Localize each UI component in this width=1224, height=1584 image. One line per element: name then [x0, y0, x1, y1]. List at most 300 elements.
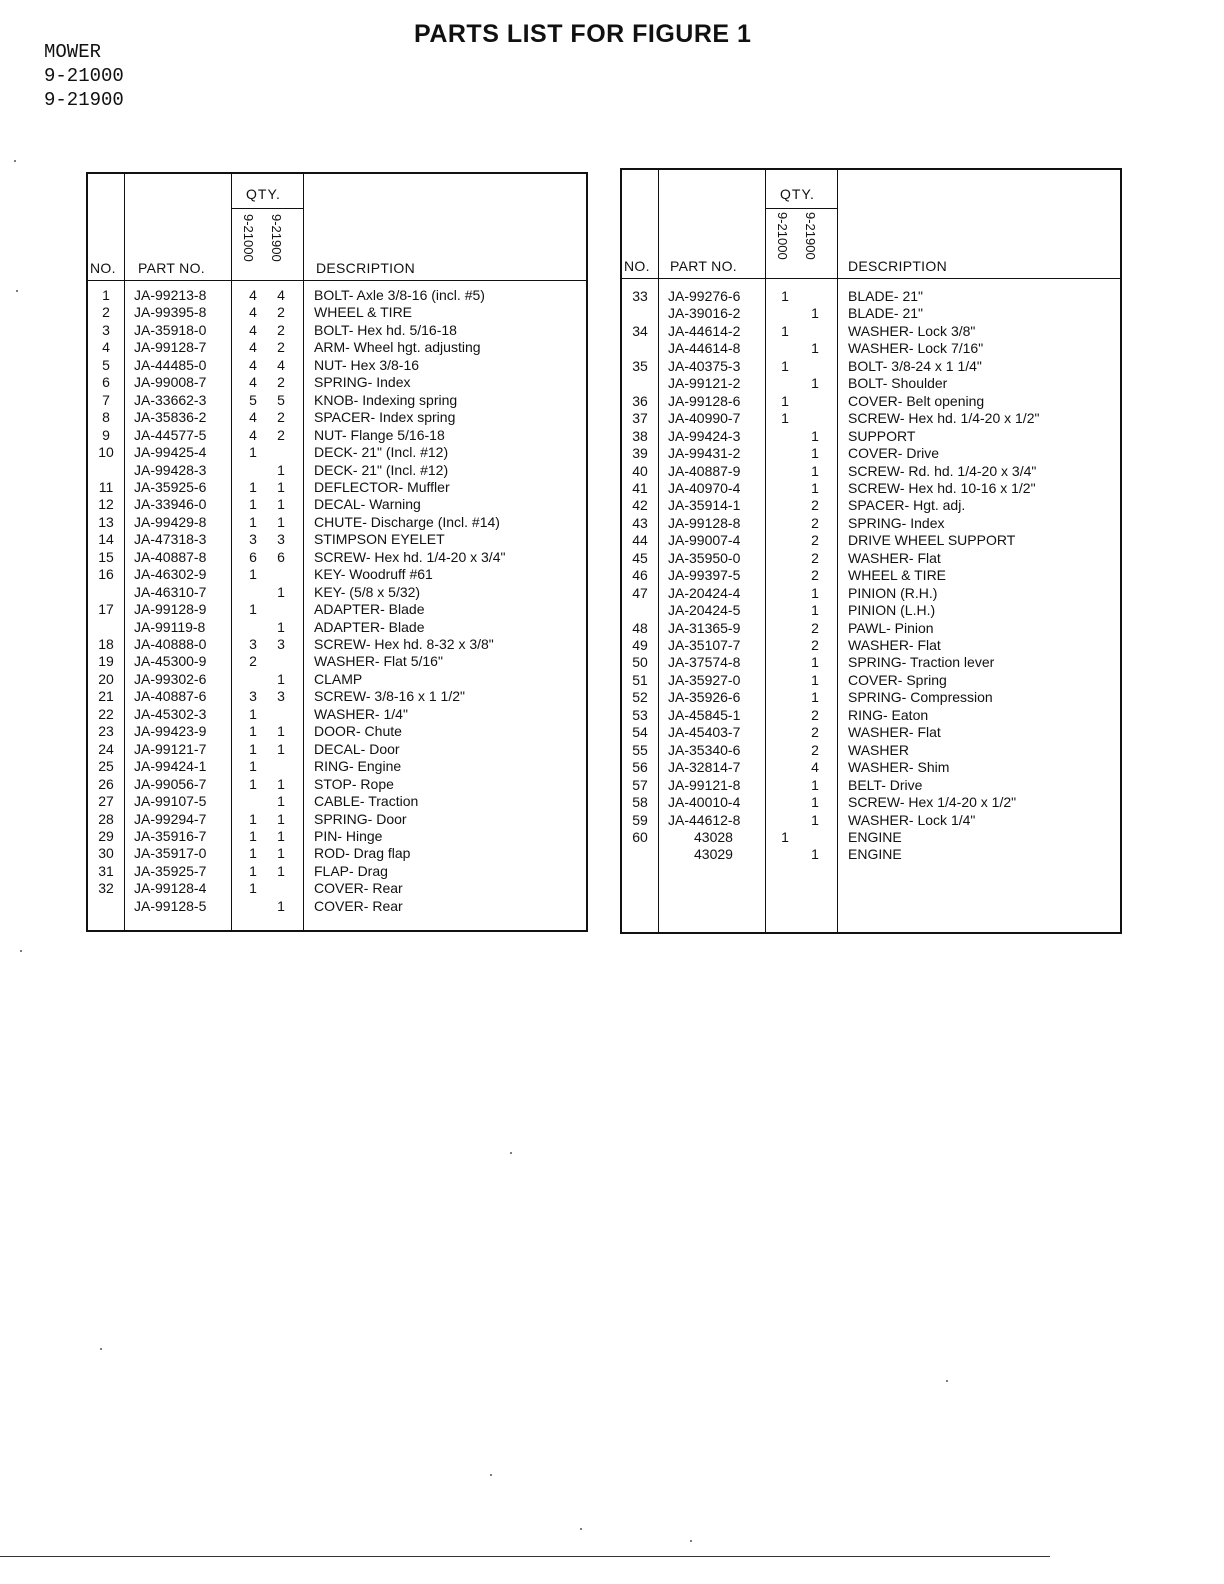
cell-qty-9-21900: 2 — [811, 532, 819, 549]
cell-qty-9-21900: 1 — [277, 670, 285, 687]
cell-no: 13 — [98, 513, 114, 530]
cell-description: BOLT- Hex hd. 5/16-18 — [314, 321, 457, 338]
cell-no: 44 — [632, 532, 648, 549]
cell-qty-9-21000: 4 — [249, 321, 257, 338]
col-header-no: NO. — [90, 260, 116, 276]
cell-qty-9-21900: 1 — [277, 845, 285, 862]
cell-no: 42 — [632, 497, 648, 514]
scan-edge-line — [0, 1556, 1050, 1557]
cell-no: 16 — [98, 566, 114, 583]
page-title: PARTS LIST FOR FIGURE 1 — [414, 20, 752, 48]
cell-description: WASHER- Flat — [848, 549, 941, 566]
cell-part-no: JA-99424-1 — [134, 758, 207, 775]
col-header-qty: QTY. — [780, 186, 815, 202]
cell-no: 28 — [98, 810, 114, 827]
table-row — [622, 585, 1120, 603]
cell-no: 51 — [632, 671, 648, 688]
col-header-no: NO. — [624, 258, 650, 274]
cell-description: CHUTE- Discharge (Incl. #14) — [314, 513, 500, 530]
cell-description: SCREW- Hex hd. 10-16 x 1/2" — [848, 479, 1036, 496]
cell-no: 11 — [98, 478, 114, 495]
scan-speck — [14, 160, 16, 162]
col-header-part-no: PART NO. — [670, 258, 737, 274]
parts-table-left — [86, 172, 588, 932]
cell-qty-9-21900: 1 — [811, 811, 819, 828]
table-row — [622, 794, 1120, 812]
cell-description: KEY- Woodruff #61 — [314, 566, 433, 583]
cell-qty-9-21900: 2 — [811, 741, 819, 758]
cell-description: NUT- Flange 5/16-18 — [314, 426, 445, 443]
cell-description: COVER- Spring — [848, 671, 947, 688]
cell-qty-9-21900: 1 — [277, 513, 285, 530]
cell-description: DECAL- Door — [314, 740, 400, 757]
cell-qty-9-21900: 1 — [277, 897, 285, 914]
cell-description: BLADE- 21" — [848, 305, 924, 322]
cell-no: 18 — [98, 636, 114, 652]
cell-qty-9-21000: 1 — [249, 862, 257, 879]
table-row — [622, 637, 1120, 655]
cell-qty-9-21900: 1 — [811, 602, 819, 619]
cell-no: 15 — [98, 548, 114, 565]
cell-no: 27 — [98, 793, 114, 810]
cell-no: 60 — [632, 828, 648, 845]
cell-part-no: JA-46310-7 — [134, 583, 207, 600]
cell-part-no: JA-44612-8 — [668, 811, 741, 828]
cell-part-no: JA-99128-5 — [134, 897, 207, 914]
cell-no: 59 — [632, 811, 648, 828]
cell-qty-9-21000: 1 — [249, 810, 257, 827]
cell-qty-9-21900: 1 — [811, 479, 819, 496]
cell-part-no: JA-45845-1 — [668, 706, 741, 723]
cell-qty-9-21900: 1 — [277, 583, 285, 600]
cell-description: PIN- Hinge — [314, 827, 383, 844]
cell-qty-9-21000: 4 — [249, 374, 257, 391]
table-row — [88, 653, 586, 671]
cell-no: 38 — [632, 427, 648, 444]
table-row — [88, 322, 586, 340]
cell-description: SPRING- Index — [848, 514, 945, 531]
cell-no: 3 — [102, 321, 110, 338]
cell-description: SPRING- Traction lever — [848, 654, 995, 671]
col-header-qty-9-21900: 9-21900 — [269, 214, 284, 262]
cell-part-no: JA-99424-3 — [668, 427, 741, 444]
cell-description: BELT- Drive — [848, 776, 923, 793]
cell-part-no: JA-99056-7 — [134, 775, 207, 792]
table-row — [88, 374, 586, 392]
cell-part-no: JA-40887-6 — [134, 688, 207, 705]
cell-no: 46 — [632, 567, 648, 584]
col-header-part-no: PART NO. — [138, 260, 205, 276]
cell-part-no: JA-99294-7 — [134, 810, 207, 827]
table-row — [88, 741, 586, 759]
cell-description: SPACER- Index spring — [314, 409, 456, 426]
cell-part-no: JA-99128-6 — [668, 392, 741, 409]
cell-qty-9-21900: 1 — [811, 427, 819, 444]
cell-description: COVER- Drive — [848, 445, 940, 462]
table-row — [622, 445, 1120, 463]
cell-part-no: JA-35950-0 — [668, 549, 741, 566]
cell-no: 39 — [632, 445, 648, 462]
cell-qty-9-21000: 1 — [249, 880, 257, 897]
cell-part-no: JA-40888-0 — [134, 636, 207, 652]
cell-qty-9-21000: 3 — [249, 636, 257, 652]
cell-no: 57 — [632, 776, 648, 793]
cell-qty-9-21000: 1 — [249, 496, 257, 513]
cell-qty-9-21000: 1 — [249, 444, 257, 461]
table-row — [622, 428, 1120, 446]
cell-qty-9-21900: 4 — [277, 356, 285, 373]
cell-part-no: JA-33662-3 — [134, 391, 207, 408]
table-row — [88, 793, 586, 811]
table-row — [88, 427, 586, 445]
cell-qty-9-21000: 2 — [249, 653, 257, 670]
table-row — [622, 550, 1120, 568]
cell-qty-9-21900: 1 — [277, 496, 285, 513]
cell-no: 34 — [632, 322, 648, 339]
col-header-qty-9-21000: 9-21000 — [775, 212, 790, 260]
cell-description: ARM- Wheel hgt. adjusting — [314, 339, 481, 356]
cell-description: WHEEL & TIRE — [314, 304, 413, 321]
cell-part-no: JA-32814-7 — [668, 759, 741, 776]
cell-part-no: 43029 — [694, 846, 733, 863]
cell-part-no: JA-35340-6 — [668, 741, 741, 758]
table-row — [88, 357, 586, 375]
cell-no: 10 — [98, 444, 114, 461]
cell-no: 17 — [98, 601, 114, 618]
cell-description: ENGINE — [848, 828, 902, 845]
cell-description: DECK- 21" (Incl. #12) — [314, 461, 449, 478]
cell-qty-9-21900: 2 — [277, 426, 285, 443]
cell-no: 41 — [632, 479, 648, 496]
cell-part-no: JA-40887-8 — [134, 548, 207, 565]
cell-description: RING- Engine — [314, 758, 402, 775]
cell-qty-9-21900: 3 — [277, 636, 285, 652]
cell-description: SPRING- Index — [314, 374, 411, 391]
cell-qty-9-21900: 1 — [811, 689, 819, 706]
cell-part-no: JA-99121-2 — [668, 375, 741, 392]
cell-qty-9-21000: 1 — [249, 601, 257, 618]
cell-part-no: JA-99007-4 — [668, 532, 741, 549]
cell-no: 21 — [98, 688, 114, 705]
cell-part-no: JA-35925-6 — [134, 478, 207, 495]
cell-part-no: JA-44485-0 — [134, 356, 207, 373]
parts-table-right — [620, 168, 1122, 934]
cell-description: RING- Eaton — [848, 706, 929, 723]
cell-qty-9-21000: 1 — [249, 723, 257, 740]
cell-description: WASHER — [848, 741, 909, 758]
cell-part-no: JA-20424-5 — [668, 602, 741, 619]
table-row — [622, 515, 1120, 533]
cell-qty-9-21900: 6 — [277, 548, 285, 565]
cell-description: WASHER- Lock 1/4" — [848, 811, 976, 828]
cell-description: SCREW- Hex hd. 1/4-20 x 1/2" — [848, 410, 1040, 427]
table-row — [88, 549, 586, 567]
cell-qty-9-21000: 1 — [781, 357, 789, 374]
table-row — [622, 620, 1120, 638]
cell-part-no: JA-35926-6 — [668, 689, 741, 706]
cell-description: WASHER- Lock 7/16" — [848, 340, 984, 357]
cell-qty-9-21900: 1 — [811, 654, 819, 671]
table-row — [622, 532, 1120, 550]
table-row — [622, 777, 1120, 795]
cell-description: SPRING- Compression — [848, 689, 993, 706]
cell-description: BLADE- 21" — [848, 288, 924, 304]
cell-qty-9-21900: 2 — [811, 724, 819, 741]
cell-no: 56 — [632, 759, 648, 776]
cell-description: CLAMP — [314, 670, 363, 687]
cell-description: FLAP- Drag — [314, 862, 388, 879]
cell-part-no: JA-99121-8 — [668, 776, 741, 793]
cell-no: 45 — [632, 549, 648, 566]
cell-qty-9-21900: 2 — [811, 549, 819, 566]
table-row — [88, 514, 586, 532]
cell-no: 49 — [632, 637, 648, 653]
cell-qty-9-21900: 1 — [811, 340, 819, 357]
cell-qty-9-21900: 1 — [811, 462, 819, 479]
cell-qty-9-21000: 1 — [249, 827, 257, 844]
cell-no: 6 — [102, 374, 110, 391]
model-block — [44, 40, 124, 112]
cell-description: PINION (R.H.) — [848, 584, 938, 601]
cell-no: 1 — [102, 287, 110, 303]
cell-description: DRIVE WHEEL SUPPORT — [848, 532, 1016, 549]
cell-part-no: JA-44577-5 — [134, 426, 207, 443]
cell-qty-9-21900: 4 — [811, 759, 819, 776]
cell-description: WHEEL & TIRE — [848, 567, 947, 584]
cell-no: 33 — [632, 288, 648, 304]
cell-description: NUT- Hex 3/8-16 — [314, 356, 420, 373]
cell-qty-9-21900: 1 — [811, 584, 819, 601]
scan-speck — [580, 1528, 582, 1530]
cell-part-no: JA-45302-3 — [134, 705, 207, 722]
cell-qty-9-21000: 3 — [249, 531, 257, 548]
cell-qty-9-21900: 1 — [811, 375, 819, 392]
cell-description: SCREW- 3/8-16 x 1 1/2" — [314, 688, 465, 705]
cell-qty-9-21900: 1 — [277, 793, 285, 810]
cell-part-no: JA-35836-2 — [134, 409, 207, 426]
cell-description: DECAL- Warning — [314, 496, 421, 513]
cell-no: 47 — [632, 584, 648, 601]
table-row — [88, 566, 586, 584]
table-row — [88, 304, 586, 322]
cell-part-no: JA-99302-6 — [134, 670, 207, 687]
cell-no: 36 — [632, 392, 648, 409]
cell-description: KNOB- Indexing spring — [314, 391, 458, 408]
table-row — [622, 812, 1120, 830]
cell-part-no: JA-99128-7 — [134, 339, 207, 356]
table-row — [622, 707, 1120, 725]
cell-no: 2 — [102, 304, 110, 321]
cell-part-no: JA-46302-9 — [134, 566, 207, 583]
cell-no: 35 — [632, 357, 648, 374]
cell-description: ENGINE — [848, 846, 902, 863]
table-row — [88, 531, 586, 549]
table-row — [622, 724, 1120, 742]
cell-qty-9-21900: 1 — [811, 671, 819, 688]
cell-no: 9 — [102, 426, 110, 443]
table-row — [88, 479, 586, 497]
cell-no: 4 — [102, 339, 110, 356]
cell-no: 53 — [632, 706, 648, 723]
cell-qty-9-21900: 1 — [811, 305, 819, 322]
cell-qty-9-21900: 1 — [811, 794, 819, 811]
cell-qty-9-21900: 5 — [277, 391, 285, 408]
cell-part-no: JA-99395-8 — [134, 304, 207, 321]
cell-description: KEY- (5/8 x 5/32) — [314, 583, 421, 600]
cell-no: 19 — [98, 653, 114, 670]
table-row — [88, 496, 586, 514]
table-row — [88, 898, 586, 916]
table-row — [88, 601, 586, 619]
cell-qty-9-21000: 4 — [249, 287, 257, 303]
cell-qty-9-21900: 1 — [277, 723, 285, 740]
cell-no: 43 — [632, 514, 648, 531]
cell-qty-9-21000: 1 — [781, 322, 789, 339]
cell-part-no: JA-99276-6 — [668, 288, 741, 304]
cell-part-no: JA-99107-5 — [134, 793, 207, 810]
cell-description: COVER- Belt opening — [848, 392, 985, 409]
cell-part-no: JA-45403-7 — [668, 724, 741, 741]
col-header-qty-9-21000: 9-21000 — [241, 214, 256, 262]
table-row — [88, 444, 586, 462]
cell-description: WASHER- Shim — [848, 759, 950, 776]
scan-speck — [20, 950, 22, 952]
scan-speck — [100, 1348, 102, 1350]
cell-description: DECK- 21" (Incl. #12) — [314, 444, 449, 461]
col-header-qty-9-21900: 9-21900 — [803, 212, 818, 260]
cell-qty-9-21000: 5 — [249, 391, 257, 408]
table-row — [88, 845, 586, 863]
cell-description: ADAPTER- Blade — [314, 618, 425, 635]
cell-qty-9-21000: 1 — [249, 740, 257, 757]
col-header-description: DESCRIPTION — [848, 258, 947, 274]
table-row — [88, 287, 586, 305]
table-row — [622, 672, 1120, 690]
cell-qty-9-21000: 4 — [249, 426, 257, 443]
cell-no: 24 — [98, 740, 114, 757]
cell-part-no: JA-39016-2 — [668, 305, 741, 322]
model-line-1: MOWER — [44, 41, 102, 63]
cell-qty-9-21000: 3 — [249, 688, 257, 705]
table-row — [88, 409, 586, 427]
cell-description: WASHER- 1/4" — [314, 705, 408, 722]
scan-speck — [490, 1474, 492, 1476]
cell-part-no: JA-35927-0 — [668, 671, 741, 688]
scan-speck — [16, 290, 18, 292]
table-row — [622, 480, 1120, 498]
table-row — [88, 462, 586, 480]
table-row — [622, 829, 1120, 847]
cell-part-no: JA-99428-3 — [134, 461, 207, 478]
cell-qty-9-21900: 1 — [277, 740, 285, 757]
cell-part-no: JA-99431-2 — [668, 445, 741, 462]
cell-description: PAWL- Pinion — [848, 619, 934, 636]
col-header-description: DESCRIPTION — [316, 260, 415, 276]
scan-speck — [510, 1152, 512, 1154]
cell-qty-9-21900: 1 — [811, 776, 819, 793]
cell-part-no: JA-40990-7 — [668, 410, 741, 427]
cell-no: 14 — [98, 531, 114, 548]
cell-part-no: JA-37574-8 — [668, 654, 741, 671]
cell-description: DOOR- Chute — [314, 723, 402, 740]
cell-description: BOLT- 3/8-24 x 1 1/4" — [848, 357, 982, 374]
table-row — [622, 375, 1120, 393]
table-row — [88, 723, 586, 741]
table-row — [622, 305, 1120, 323]
cell-description: PINION (L.H.) — [848, 602, 936, 619]
cell-qty-9-21900: 2 — [277, 409, 285, 426]
cell-no: 52 — [632, 689, 648, 706]
cell-description: WASHER- Flat — [848, 724, 941, 741]
table-row — [88, 671, 586, 689]
cell-no: 40 — [632, 462, 648, 479]
cell-qty-9-21000: 1 — [249, 845, 257, 862]
cell-no: 32 — [98, 880, 114, 897]
cell-no: 26 — [98, 775, 114, 792]
table-row — [622, 742, 1120, 760]
table-row — [622, 323, 1120, 341]
cell-description: SCREW- Hex hd. 1/4-20 x 3/4" — [314, 548, 506, 565]
cell-no: 29 — [98, 827, 114, 844]
table-row — [88, 619, 586, 637]
cell-part-no: JA-35107-7 — [668, 637, 741, 653]
cell-qty-9-21900: 1 — [277, 827, 285, 844]
cell-qty-9-21900: 1 — [277, 810, 285, 827]
cell-no: 12 — [98, 496, 114, 513]
table-row — [622, 410, 1120, 428]
cell-qty-9-21900: 1 — [277, 461, 285, 478]
cell-description: WASHER- Flat 5/16" — [314, 653, 443, 670]
col-header-qty: QTY. — [246, 186, 281, 202]
cell-description: ROD- Drag flap — [314, 845, 411, 862]
cell-qty-9-21000: 1 — [249, 478, 257, 495]
cell-part-no: JA-40887-9 — [668, 462, 741, 479]
table-row — [622, 393, 1120, 411]
cell-description: WASHER- Lock 3/8" — [848, 322, 976, 339]
cell-description: BOLT- Axle 3/8-16 (incl. #5) — [314, 287, 485, 303]
cell-description: BOLT- Shoulder — [848, 375, 948, 392]
cell-part-no: JA-33946-0 — [134, 496, 207, 513]
cell-qty-9-21000: 1 — [249, 758, 257, 775]
cell-no: 55 — [632, 741, 648, 758]
cell-qty-9-21900: 2 — [277, 304, 285, 321]
cell-description: WASHER- Flat — [848, 637, 941, 653]
table-row — [622, 463, 1120, 481]
cell-no: 54 — [632, 724, 648, 741]
cell-description: ADAPTER- Blade — [314, 601, 425, 618]
table-row — [622, 759, 1120, 777]
cell-part-no: JA-99425-4 — [134, 444, 207, 461]
table-row — [88, 776, 586, 794]
cell-qty-9-21900: 1 — [811, 445, 819, 462]
cell-part-no: JA-35918-0 — [134, 321, 207, 338]
cell-qty-9-21000: 4 — [249, 304, 257, 321]
cell-no: 37 — [632, 410, 648, 427]
cell-part-no: JA-35917-0 — [134, 845, 207, 862]
cell-part-no: JA-99128-4 — [134, 880, 207, 897]
cell-qty-9-21900: 2 — [277, 321, 285, 338]
cell-part-no: JA-47318-3 — [134, 531, 207, 548]
cell-description: SPRING- Door — [314, 810, 407, 827]
scan-speck — [946, 1380, 948, 1382]
cell-qty-9-21000: 6 — [249, 548, 257, 565]
cell-part-no: JA-35914-1 — [668, 497, 741, 514]
cell-part-no: JA-99121-7 — [134, 740, 207, 757]
table-row — [622, 358, 1120, 376]
cell-description: STIMPSON EYELET — [314, 531, 445, 548]
table-row — [622, 654, 1120, 672]
cell-part-no: JA-99213-8 — [134, 287, 207, 303]
